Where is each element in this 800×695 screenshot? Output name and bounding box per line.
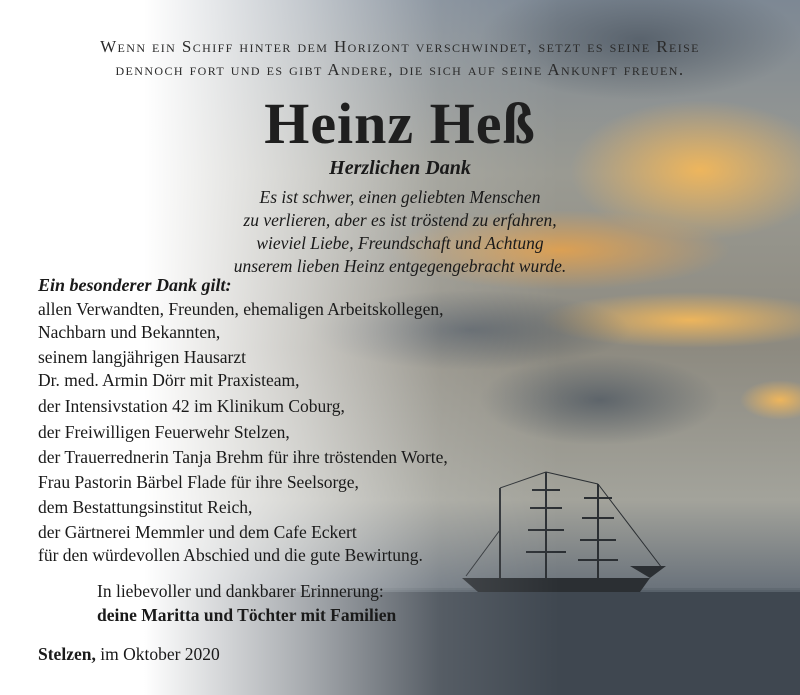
motto-line-2: dennoch fort und es gibt Andere, die sich auf seine Ankunft freuen.: [115, 60, 685, 79]
thanks-line: der Gärtnerei Memmler und dem Cafe Eckert: [38, 522, 357, 542]
thanks-line: der Trauerrednerin Tanja Brehm für ihre tröstenden Worte,: [38, 447, 448, 467]
thanks-line: allen Verwandten, Freunden, ehemaligen Arbeitskollegen,: [38, 299, 444, 319]
verse-line: unserem lieben Heinz entgegengebracht wurde.: [233, 256, 567, 276]
thanks-line: der Intensivstation 42 im Klinikum Coburg,: [38, 396, 345, 416]
closing-line: In liebevoller und dankbarer Erinnerung:: [97, 581, 384, 601]
thanks-line: Dr. med. Armin Dörr mit Praxisteam,: [38, 370, 300, 390]
thanks-line: dem Bestattungsinstitut Reich,: [38, 497, 253, 517]
thanks-line: Nachbarn und Bekannten,: [38, 322, 221, 342]
thanks-line: Frau Pastorin Bärbel Flade für ihre Seelsorge,: [38, 472, 359, 492]
thanks-line: der Freiwilligen Feuerwehr Stelzen,: [38, 422, 290, 442]
thanks-line: seinem langjährigen Hausarzt: [38, 347, 246, 367]
deceased-name: Heinz Heß: [264, 91, 536, 156]
verse-line: zu verlieren, aber es ist tröstend zu erfahren,: [243, 210, 557, 230]
motto-line-1: Wenn ein Schiff hinter dem Horizont verschwindet, setzt es seine Reise: [100, 37, 700, 56]
subtitle-thanks: Herzlichen Dank: [329, 157, 471, 179]
verse-line: wieviel Liebe, Freundschaft und Achtung: [256, 233, 544, 253]
motto-text: [30, 35, 770, 81]
verse-text: [170, 186, 630, 278]
thanks-heading: Ein besonderer Dank gilt:: [38, 275, 232, 295]
date: im Oktober 2020: [100, 644, 220, 664]
verse-line: Es ist schwer, einen geliebten Menschen: [259, 187, 541, 207]
thanks-line: für den würdevollen Abschied und die gute Bewirtung.: [38, 545, 423, 565]
place-date: [38, 644, 220, 665]
signature: deine Maritta und Töchter mit Familien: [97, 605, 397, 625]
place: Stelzen,: [38, 644, 96, 664]
